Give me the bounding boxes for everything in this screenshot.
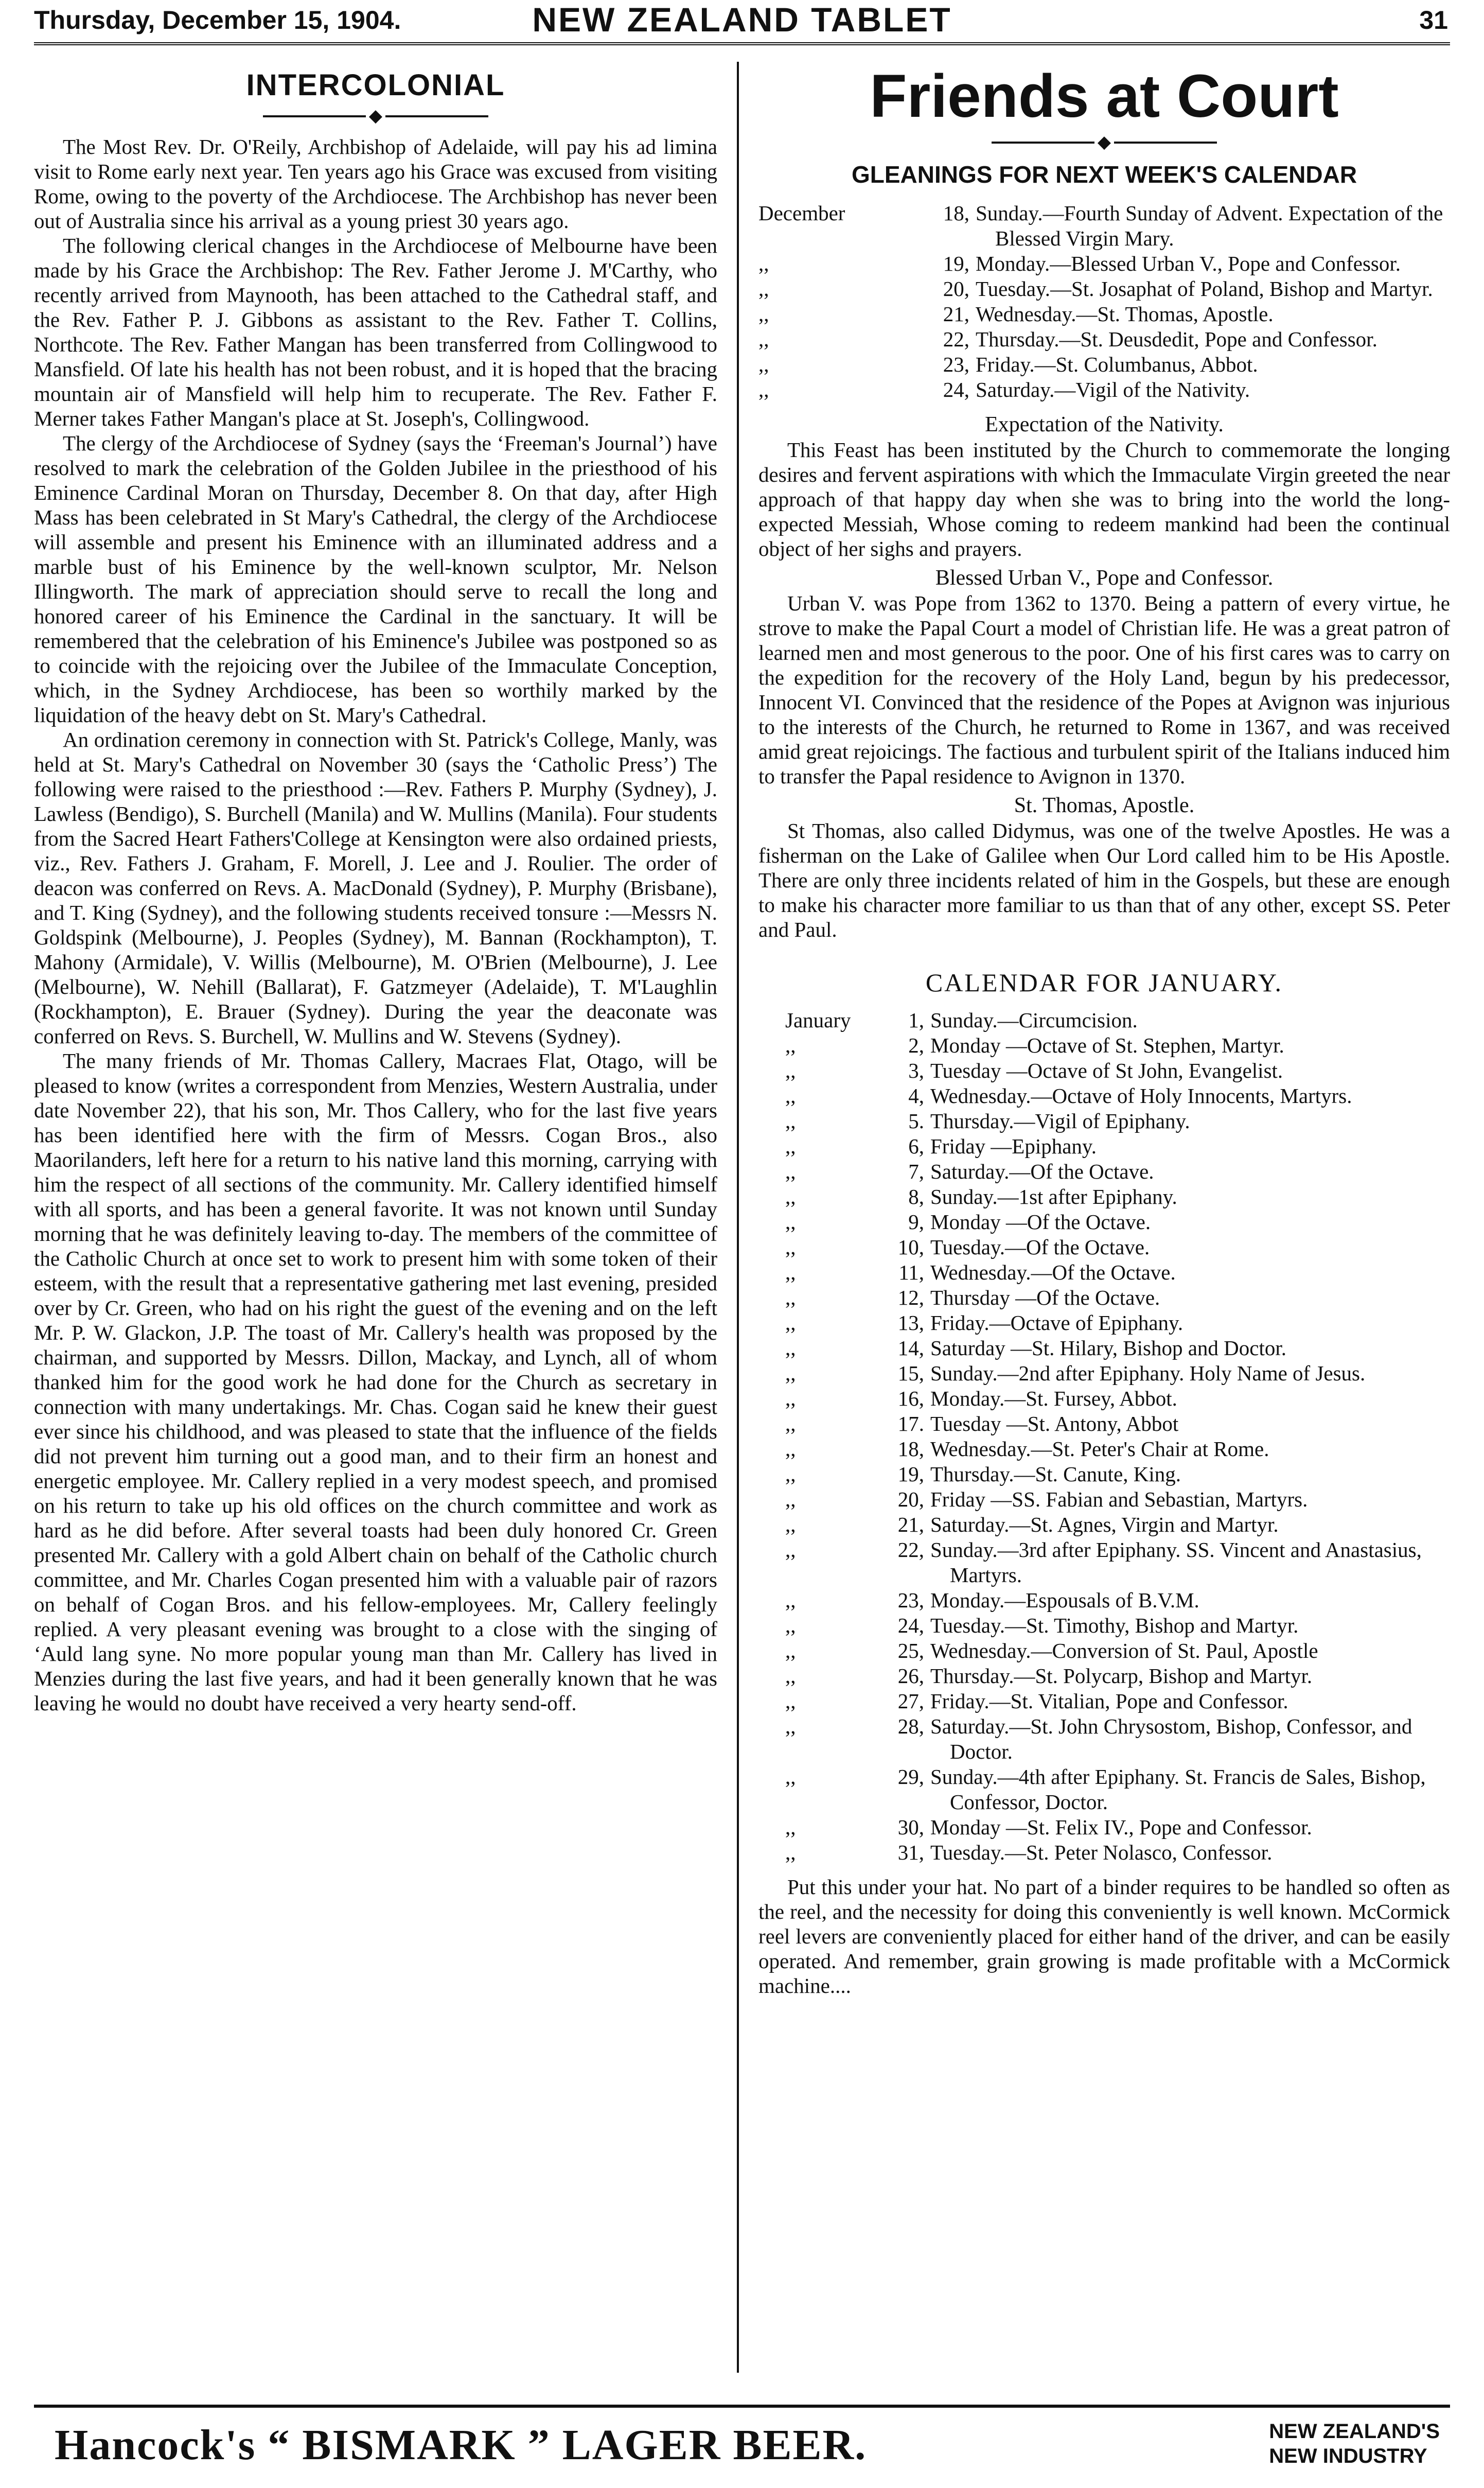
calendar-month: December xyxy=(758,201,845,225)
calendar-month: ,, xyxy=(785,1286,796,1309)
calendar-month: ,, xyxy=(785,1412,796,1435)
calendar-month: ,, xyxy=(785,1033,796,1057)
calendar-day: 13, xyxy=(897,1311,924,1335)
calendar-month: ,, xyxy=(785,1614,796,1637)
calendar-feast: Wednesday.—Of the Octave. xyxy=(930,1260,1176,1284)
calendar-feast: Tuesday.—Of the Octave. xyxy=(930,1235,1150,1259)
calendar-feast: Sunday.—Circumcision. xyxy=(930,1008,1138,1032)
calendar-day: 23, xyxy=(943,353,969,376)
calendar-month: ,, xyxy=(785,1084,796,1108)
calendar-feast: Thursday —Of the Octave. xyxy=(930,1286,1160,1309)
mccormick-notice: Put this under your hat. No part of a binder requires to be handled so often as the reel, and the necessity for doing this conveniently is well known. McCormick reel levers are conveniently placed for either hand of the driver, and can be easily operated. And remember, grain growing is made profitable with a McCormick machine.... xyxy=(758,1875,1450,1998)
calendar-feast: Saturday.—Of the Octave. xyxy=(930,1160,1154,1183)
calendar-feast: Friday.—St. Columbanus, Abbot. xyxy=(976,353,1258,376)
advert-side-line-2: NEW INDUSTRY xyxy=(1269,2445,1427,2467)
masthead-rule xyxy=(34,42,1450,45)
calendar-day: 16, xyxy=(897,1387,924,1410)
advert-side-text xyxy=(1269,2419,1440,2468)
calendar-month: ,, xyxy=(785,1765,796,1789)
calendar-day: 1, xyxy=(908,1008,924,1032)
calendar-feast: Sunday.—4th after Epiphany. St. Francis de Sales, Bishop, Confessor, Doctor. xyxy=(930,1765,1426,1814)
calendar-entry xyxy=(758,251,1450,276)
calendar-month: ,, xyxy=(758,378,769,401)
calendar-day: 9, xyxy=(908,1210,924,1234)
calendar-month: ,, xyxy=(785,1462,796,1486)
calendar-feast: Saturday —St. Hilary, Bishop and Doctor. xyxy=(930,1336,1286,1360)
calendar-day: 27, xyxy=(897,1689,924,1713)
calendar-feast: Wednesday.—Conversion of St. Paul, Apostle xyxy=(930,1639,1318,1662)
masthead xyxy=(0,0,1484,57)
calendar-day: 20, xyxy=(943,277,969,301)
calendar-feast: Friday —SS. Fabian and Sebastian, Martyrs. xyxy=(930,1487,1308,1511)
calendar-entry xyxy=(758,1134,1450,1159)
calendar-month: ,, xyxy=(785,1336,796,1360)
intercolonial-heading: INTERCOLONIAL xyxy=(246,68,505,102)
calendar-day: 22, xyxy=(897,1538,924,1562)
calendar-feast: Saturday.—Vigil of the Nativity. xyxy=(976,378,1250,401)
calendar-day: 19, xyxy=(897,1462,924,1486)
advert-main-text: Hancock's “ BISMARK ” LAGER BEER. xyxy=(55,2421,867,2469)
calendar-day: 17. xyxy=(897,1412,924,1435)
calendar-day: 31, xyxy=(897,1841,924,1864)
urban-title: Blessed Urban V., Pope and Confessor. xyxy=(935,566,1274,590)
calendar-month: ,, xyxy=(785,1160,796,1183)
ornament-divider: ◆ xyxy=(758,134,1450,151)
intercolonial-paragraph: The many friends of Mr. Thomas Callery, Macraes Flat, Otago, will be pleased to know (writes a correspondent from Menzies, Western Australia, under date November 22), that his son, Mr. Thos Callery, who for the last five years has been identified here with the firm of Messrs. Cogan Bros., also Maorilanders, left here for a return to his native land this morning, carrying with him the respect of all sections of the community. Mr. Callery identified himself with all sports, and has been a general favorite. It was not known until Sunday morning that he was definitely leaving to-day. The members of the committee of the Catholic Church at once set to work to present him with some token of their esteem, with the result that a representative gathering met last evening, presided over by Cr. Green, who had on his right the guest of the evening and on the left Mr. P. W. Glackon, J.P. The toast of Mr. Callery's health was proposed by the chairman, and supported by Messrs. Dillon, Mackay, and Lynch, all of whom thanked him for the good work he had done for the Church as secretary in connection with many undertakings. Mr. Chas. Cogan said he knew their guest ever since his childhood, and was pleased to state that the influence of the fields did not prevent him turning out a good man, and to their firm an honest and energetic employee. Mr. Callery replied in a very modest speech, and promised on his return to take up his old offices on the church committee and work as hard as he did before. After several toasts had been duly honored Cr. Green presented Mr. Callery with a gold Albert chain on behalf of the Catholic church committee, and Mr. Charles Cogan presented him with a valuable pair of razors on behalf of Cogan Bros. and his fellow-employees. Mr, Callery feelingly replied. A very pleasant evening was brought to a close with the singing of ‘Auld lang syne. No more popular young man than Mr. Callery has lived in Menzies during the last five years, and had it been generally known that he was leaving he would no doubt have received a very hearty send-off. xyxy=(34,1049,717,1715)
calendar-day: 5. xyxy=(908,1109,924,1133)
calendar-entry xyxy=(758,1361,1450,1386)
calendar-entry xyxy=(758,1663,1450,1689)
calendar-month: ,, xyxy=(785,1235,796,1259)
calendar-month: ,, xyxy=(785,1437,796,1461)
calendar-day: 23, xyxy=(897,1588,924,1612)
calendar-feast: Tuesday.—St. Josaphat of Poland, Bishop and Martyr. xyxy=(976,277,1433,301)
calendar-entry xyxy=(758,352,1450,377)
advert-rule xyxy=(34,2405,1450,2408)
calendar-day: 15, xyxy=(897,1361,924,1385)
calendar-feast: Monday.—Espousals of B.V.M. xyxy=(930,1588,1199,1612)
issue-date: Thursday, December 15, 1904. xyxy=(34,6,401,34)
calendar-entry xyxy=(758,1184,1450,1210)
calendar-feast: Tuesday —Octave of St John, Evangelist. xyxy=(930,1059,1283,1082)
calendar-day: 19, xyxy=(943,252,969,275)
intercolonial-column xyxy=(34,62,717,2388)
calendar-day: 20, xyxy=(897,1487,924,1511)
calendar-month: ,, xyxy=(758,252,769,275)
calendar-feast: Wednesday.—St. Peter's Chair at Rome. xyxy=(930,1437,1269,1461)
calendar-entry xyxy=(758,1764,1450,1815)
calendar-month: ,, xyxy=(785,1714,796,1738)
calendar-entry xyxy=(758,1411,1450,1436)
ornament-divider: ◆ xyxy=(34,108,717,125)
calendar-feast: Thursday.—St. Polycarp, Bishop and Martyr. xyxy=(930,1664,1313,1688)
calendar-day: 21, xyxy=(897,1513,924,1536)
calendar-day: 21, xyxy=(943,302,969,326)
calendar-entry xyxy=(758,1638,1450,1663)
calendar-day: 24, xyxy=(943,378,969,401)
calendar-feast: Friday.—Octave of Epiphany. xyxy=(930,1311,1183,1335)
calendar-feast: Monday.—St. Fursey, Abbot. xyxy=(930,1387,1177,1410)
december-calendar xyxy=(758,201,1450,402)
calendar-entry xyxy=(758,1058,1450,1083)
calendar-feast: Monday —Of the Octave. xyxy=(930,1210,1151,1234)
calendar-month: ,, xyxy=(785,1513,796,1536)
january-calendar-title: CALENDAR FOR JANUARY. xyxy=(925,968,1283,997)
calendar-entry xyxy=(758,1386,1450,1411)
calendar-day: 11, xyxy=(898,1260,924,1284)
calendar-day: 12, xyxy=(897,1286,924,1309)
calendar-entry xyxy=(758,1285,1450,1310)
calendar-month: ,, xyxy=(785,1109,796,1133)
calendar-month: ,, xyxy=(785,1311,796,1335)
expectation-title: Expectation of the Nativity. xyxy=(985,413,1224,436)
calendar-feast: Friday.—St. Vitalian, Pope and Confessor. xyxy=(930,1689,1288,1713)
calendar-month: ,, xyxy=(785,1387,796,1410)
calendar-month: ,, xyxy=(785,1815,796,1839)
calendar-entry xyxy=(758,1537,1450,1588)
calendar-entry xyxy=(758,1815,1450,1840)
calendar-entry xyxy=(758,201,1450,251)
calendar-entry xyxy=(758,1260,1450,1285)
calendar-feast: Wednesday.—St. Thomas, Apostle. xyxy=(976,302,1274,326)
calendar-month: ,, xyxy=(758,327,769,351)
calendar-day: 30, xyxy=(897,1815,924,1839)
calendar-day: 22, xyxy=(943,327,969,351)
calendar-day: 18, xyxy=(943,201,969,225)
calendar-day: 18, xyxy=(897,1437,924,1461)
calendar-entry xyxy=(758,1008,1450,1033)
calendar-month: ,, xyxy=(758,353,769,376)
calendar-entry xyxy=(758,1210,1450,1235)
gleanings-subheading: GLEANINGS FOR NEXT WEEK'S CALENDAR xyxy=(851,161,1357,188)
intercolonial-articles xyxy=(34,134,717,1715)
calendar-feast: Wednesday.—Octave of Holy Innocents, Martyrs. xyxy=(930,1084,1352,1108)
calendar-day: 29, xyxy=(897,1765,924,1789)
calendar-month: ,, xyxy=(785,1689,796,1713)
calendar-feast: Saturday.—St. Agnes, Virgin and Martyr. xyxy=(930,1513,1279,1536)
calendar-entry xyxy=(758,1487,1450,1512)
calendar-day: 14, xyxy=(897,1336,924,1360)
newspaper-title: NEW ZEALAND TABLET xyxy=(532,1,952,39)
friends-at-court-heading: Friends at Court xyxy=(870,62,1339,130)
intercolonial-paragraph: The clergy of the Archdiocese of Sydney (says the ‘Freeman's Journal’) have resolved to mark the celebration of the Golden Jubilee in the priesthood of his Eminence Cardinal Moran on Thursday, December 8. On that day, after High Mass has been celebrated in St Mary's Cathedral, the clergy of the Archdiocese will assemble and present his Eminence with an illuminated address and a marble bust of his Eminence by the well-known sculptor, Mr. Nelson Illingworth. The mark of appreciation should serve to recall the long and honored career of his Eminence the Cardinal in the sanctuary. It will be remembered that the celebration of his Eminence's Jubilee was postponed so as to coincide with the rejoicing over the Jubilee of the Immaculate Conception, which, in the Sydney Archdiocese, has been so worthily marked by the liquidation of the heavy debt on St. Mary's Cathedral. xyxy=(34,431,717,727)
calendar-entry xyxy=(758,1840,1450,1865)
thomas-title: St. Thomas, Apostle. xyxy=(1014,794,1195,817)
calendar-entry xyxy=(758,1235,1450,1260)
calendar-entry xyxy=(758,276,1450,302)
calendar-month: ,, xyxy=(758,277,769,301)
calendar-entry xyxy=(758,1336,1450,1361)
calendar-entry xyxy=(758,1462,1450,1487)
calendar-day: 6, xyxy=(908,1134,924,1158)
page-number: 31 xyxy=(1419,6,1448,34)
calendar-entry xyxy=(758,1588,1450,1613)
calendar-month: ,, xyxy=(785,1361,796,1385)
calendar-month: ,, xyxy=(785,1185,796,1208)
calendar-feast: Sunday.—1st after Epiphany. xyxy=(930,1185,1177,1208)
calendar-day: 26, xyxy=(897,1664,924,1688)
calendar-feast: Monday —Octave of St. Stephen, Martyr. xyxy=(930,1033,1284,1057)
calendar-entry xyxy=(758,1689,1450,1714)
calendar-month: ,, xyxy=(785,1059,796,1082)
calendar-entry xyxy=(758,1109,1450,1134)
calendar-entry xyxy=(758,1512,1450,1537)
friends-at-court-column xyxy=(758,62,1450,2388)
calendar-entry xyxy=(758,1436,1450,1462)
calendar-feast: Sunday.—3rd after Epiphany. SS. Vincent and Anastasius, Martyrs. xyxy=(930,1538,1422,1587)
calendar-day: 4, xyxy=(908,1084,924,1108)
advert-side-line-1: NEW ZEALAND'S xyxy=(1269,2420,1440,2443)
calendar-day: 8, xyxy=(908,1185,924,1208)
column-divider xyxy=(737,62,739,2373)
calendar-day: 28, xyxy=(897,1714,924,1738)
calendar-month: ,, xyxy=(785,1134,796,1158)
calendar-day: 25, xyxy=(897,1639,924,1662)
calendar-month: ,, xyxy=(785,1210,796,1234)
calendar-feast: Tuesday.—St. Timothy, Bishop and Martyr. xyxy=(930,1614,1299,1637)
urban-text: Urban V. was Pope from 1362 to 1370. Being a pattern of every virtue, he strove to make the Papal Court a model of Christian life. He was a great patron of learned men and most generous to the poor. One of his first cares was to carry on the expedition for the recovery of the Holy Land, begun by his predecessor, Innocent VI. Convinced that the residence of the Popes at Avignon was injurious to the interests of the Church, he returned to Rome in 1367, and was received amid great rejoicings. The factious and turbulent spirit of the Italians induced him to transfer the Papal residence to Avignon in 1370. xyxy=(758,591,1450,788)
calendar-month: ,, xyxy=(785,1260,796,1284)
intercolonial-paragraph: The Most Rev. Dr. O'Reily, Archbishop of Adelaide, will pay his ad limina visit to Rome early next year. Ten years ago his Grace was excused from visiting Rome, owing to the poverty of the Archdiocese. The Archbishop has never been out of Australia since his arrival as a young priest 30 years ago. xyxy=(34,135,717,233)
calendar-day: 10, xyxy=(897,1235,924,1259)
calendar-entry xyxy=(758,1714,1450,1764)
calendar-feast: Monday.—Blessed Urban V., Pope and Confessor. xyxy=(976,252,1401,275)
calendar-month: ,, xyxy=(785,1538,796,1562)
calendar-entry xyxy=(758,1033,1450,1058)
calendar-feast: Tuesday.—St. Peter Nolasco, Confessor. xyxy=(930,1841,1273,1864)
calendar-entry xyxy=(758,302,1450,327)
calendar-feast: Tuesday —St. Antony, Abbot xyxy=(930,1412,1179,1435)
calendar-day: 7, xyxy=(908,1160,924,1183)
intercolonial-paragraph: An ordination ceremony in connection with St. Patrick's College, Manly, was held at St. Mary's Cathedral on November 30 (says the ‘Catholic Press’) The following were raised to the priesthood :—Rev. Fathers P. Murphy (Sydney), J. Lawless (Bendigo), S. Burchell (Manila) and W. Mullins (Manila). Four students from the Sacred Heart Fathers'College at Kensington were also ordained priests, viz., Rev. Fathers J. Graham, F. Morell, J. Lee and J. Roulier. The order of deacon was conferred on Revs. A. MacDonald (Sydney), P. Murphy (Brisbane), and T. King (Sydney), and the following students received tonsure :—Messrs N. Goldspink (Melbourne), J. Peoples (Sydney), M. Bannan (Rockhampton), T. Mahony (Armidale), V. Willis (Melbourne), M. O'Brien (Melbourne), J. Lee (Melbourne), W. Nehill (Ballarat), F. Gatzmeyer (Adelaide), T. M'Laughlin (Rockhampton), E. Brauer (Sydney). During the year the deaconate was conferred on Revs. S. Burchell, W. Mullins and W. Stevens (Sydney). xyxy=(34,728,717,1048)
calendar-entry xyxy=(758,1310,1450,1336)
calendar-feast: Thursday.—Vigil of Epiphany. xyxy=(930,1109,1190,1133)
intercolonial-paragraph: The following clerical changes in the Archdiocese of Melbourne have been made by his Grace the Archbishop: The Rev. Father Jerome J. M'Carthy, who recently arrived from Maynooth, has been attached to the Cathedral staff, and the Rev. Father P. J. Gibbons as assistant to the Rev. Father T. Collins, Northcote. The Rev. Father Mangan has been transferred from Collingwood to Mansfield. Of late his health has not been robust, and it is hoped that the bracing mountain air of Mansfield will help him to recuperate. The Rev. Father F. Merner takes Father Mangan's place at St. Joseph's, Collingwood. xyxy=(34,234,717,431)
january-calendar xyxy=(758,1008,1450,1865)
calendar-month: January xyxy=(785,1008,851,1032)
calendar-feast: Friday —Epiphany. xyxy=(930,1134,1097,1158)
calendar-feast: Thursday.—St. Canute, King. xyxy=(930,1462,1181,1486)
calendar-month: ,, xyxy=(785,1487,796,1511)
calendar-feast: Monday —St. Felix IV., Pope and Confessor. xyxy=(930,1815,1312,1839)
calendar-month: ,, xyxy=(785,1664,796,1688)
calendar-month: ,, xyxy=(785,1841,796,1864)
beer-advertisement xyxy=(34,2417,1450,2479)
calendar-feast: Sunday.—2nd after Epiphany. Holy Name of Jesus. xyxy=(930,1361,1366,1385)
calendar-entry xyxy=(758,377,1450,402)
calendar-day: 2, xyxy=(908,1033,924,1057)
calendar-feast: Saturday.—St. John Chrysostom, Bishop, Confessor, and Doctor. xyxy=(930,1714,1412,1763)
calendar-month: ,, xyxy=(758,302,769,326)
calendar-entry xyxy=(758,1083,1450,1109)
calendar-feast: Sunday.—Fourth Sunday of Advent. Expectation of the Blessed Virgin Mary. xyxy=(976,201,1443,250)
calendar-feast: Thursday.—St. Deusdedit, Pope and Confessor. xyxy=(976,327,1377,351)
thomas-text: St Thomas, also called Didymus, was one of the twelve Apostles. He was a fisherman on the Lake of Galilee when Our Lord called him to be His Apostle. There are only three incidents related of him in the Gospels, but these are enough to make his character more familiar to us than that of any other, except SS. Peter and Paul. xyxy=(758,819,1450,941)
calendar-month: ,, xyxy=(785,1639,796,1662)
expectation-text: This Feast has been instituted by the Church to commemorate the longing desires and fervent aspirations with which the Immaculate Virgin greeted the near approach of that happy day when she was to bring into the world the long-expected Messiah, Whose coming to redeem mankind had been the continual object of her sighs and prayers. xyxy=(758,438,1450,560)
calendar-entry xyxy=(758,1613,1450,1638)
calendar-entry xyxy=(758,1159,1450,1184)
calendar-day: 24, xyxy=(897,1614,924,1637)
calendar-entry xyxy=(758,327,1450,352)
calendar-day: 3, xyxy=(908,1059,924,1082)
calendar-month: ,, xyxy=(785,1588,796,1612)
